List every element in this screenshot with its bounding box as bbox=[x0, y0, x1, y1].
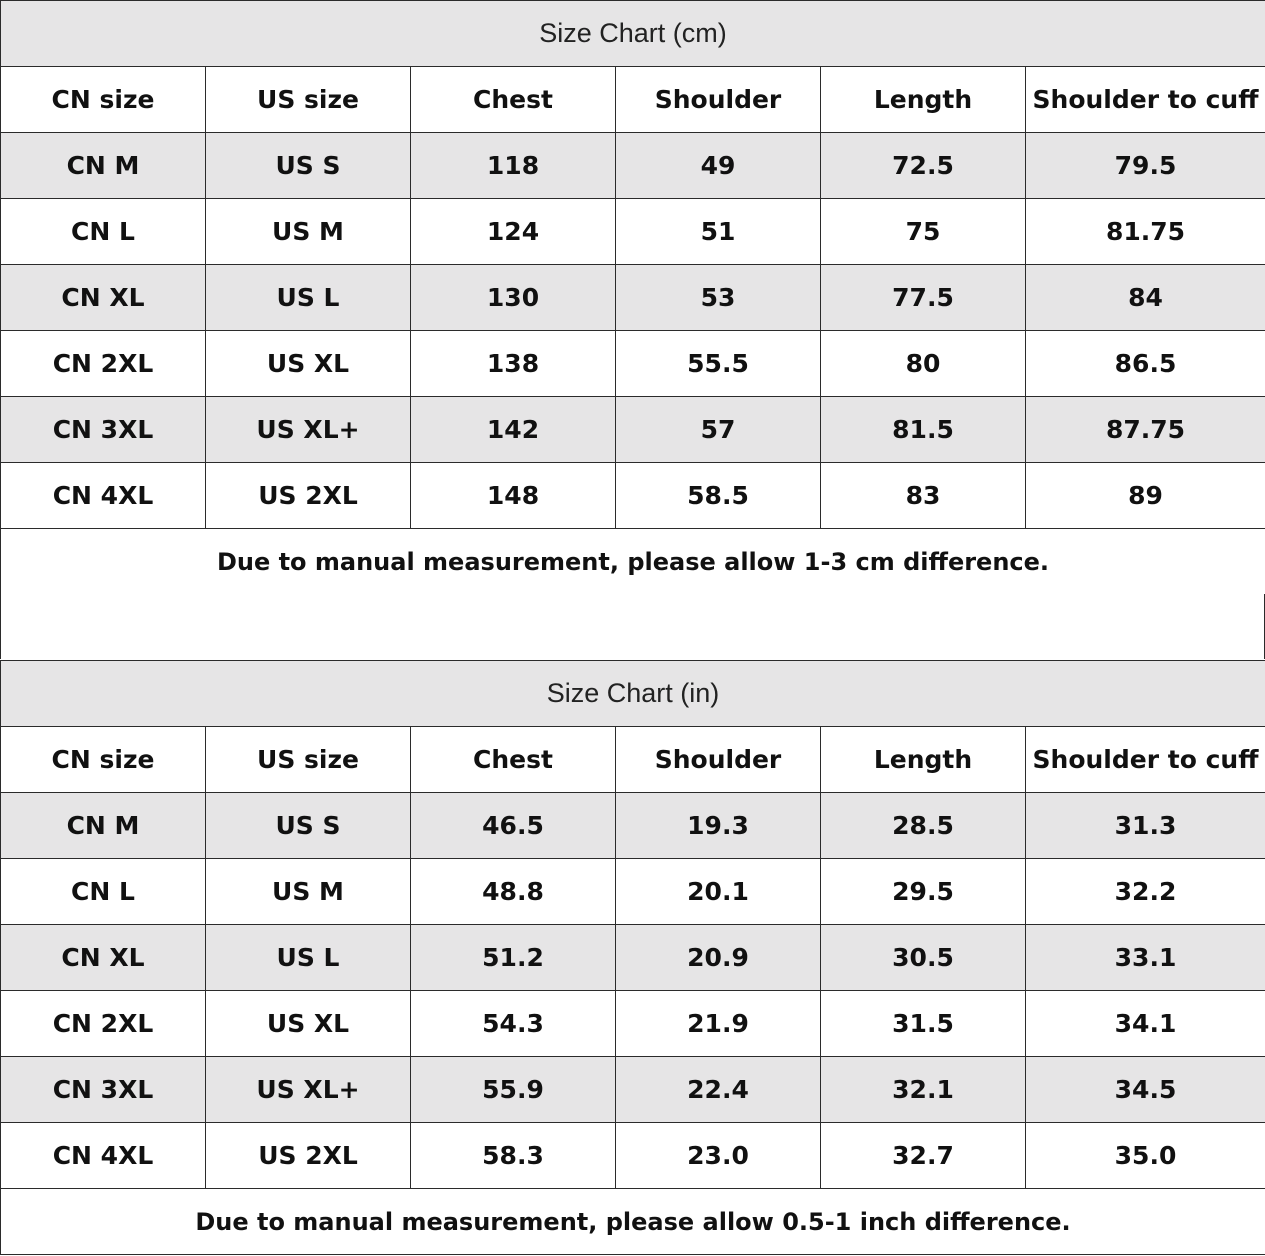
cell-chest: 118 bbox=[411, 133, 616, 199]
table-row bbox=[1, 1057, 1265, 1123]
header-us-size: US size bbox=[206, 727, 411, 793]
cell-shoulder-to-cuff: 35.0 bbox=[1026, 1123, 1265, 1189]
cell-shoulder: 22.4 bbox=[616, 1057, 821, 1123]
cell-chest: 46.5 bbox=[411, 793, 616, 859]
table-row bbox=[1, 859, 1265, 925]
cell-chest: 138 bbox=[411, 331, 616, 397]
cell-us-size: US M bbox=[206, 859, 411, 925]
cell-length: 28.5 bbox=[821, 793, 1026, 859]
cell-shoulder: 53 bbox=[616, 265, 821, 331]
table-row bbox=[1, 133, 1265, 199]
cell-length: 72.5 bbox=[821, 133, 1026, 199]
header-shoulder: Shoulder bbox=[616, 727, 821, 793]
measurement-note: Due to manual measurement, please allow 1-3 cm difference. bbox=[1, 529, 1265, 595]
header-chest: Chest bbox=[411, 727, 616, 793]
cell-cn-size: CN 2XL bbox=[1, 991, 206, 1057]
cell-shoulder: 19.3 bbox=[616, 793, 821, 859]
table-title: Size Chart (in) bbox=[1, 661, 1265, 727]
cell-cn-size: CN XL bbox=[1, 265, 206, 331]
cell-cn-size: CN L bbox=[1, 859, 206, 925]
cell-chest: 124 bbox=[411, 199, 616, 265]
cell-cn-size: CN 3XL bbox=[1, 397, 206, 463]
cell-length: 31.5 bbox=[821, 991, 1026, 1057]
cell-shoulder-to-cuff: 87.75 bbox=[1026, 397, 1265, 463]
cell-cn-size: CN 2XL bbox=[1, 331, 206, 397]
size-chart-cm-body bbox=[1, 1, 1265, 595]
cell-shoulder-to-cuff: 84 bbox=[1026, 265, 1265, 331]
cell-us-size: US S bbox=[206, 133, 411, 199]
table-row bbox=[1, 331, 1265, 397]
table-note-row bbox=[1, 1189, 1265, 1255]
table-row bbox=[1, 1123, 1265, 1189]
cell-us-size: US 2XL bbox=[206, 463, 411, 529]
cell-us-size: US S bbox=[206, 793, 411, 859]
measurement-note: Due to manual measurement, please allow 0.5-1 inch difference. bbox=[1, 1189, 1265, 1255]
cell-chest: 51.2 bbox=[411, 925, 616, 991]
cell-chest: 142 bbox=[411, 397, 616, 463]
table-row bbox=[1, 793, 1265, 859]
cell-shoulder: 21.9 bbox=[616, 991, 821, 1057]
cell-shoulder-to-cuff: 32.2 bbox=[1026, 859, 1265, 925]
cell-us-size: US M bbox=[206, 199, 411, 265]
header-shoulder: Shoulder bbox=[616, 67, 821, 133]
cell-length: 30.5 bbox=[821, 925, 1026, 991]
cell-shoulder: 20.9 bbox=[616, 925, 821, 991]
cell-length: 81.5 bbox=[821, 397, 1026, 463]
cell-length: 80 bbox=[821, 331, 1026, 397]
table-row bbox=[1, 991, 1265, 1057]
cell-shoulder-to-cuff: 81.75 bbox=[1026, 199, 1265, 265]
cell-cn-size: CN 3XL bbox=[1, 1057, 206, 1123]
header-shoulder-to-cuff: Shoulder to cuff bbox=[1026, 67, 1265, 133]
cell-shoulder-to-cuff: 79.5 bbox=[1026, 133, 1265, 199]
table-title: Size Chart (cm) bbox=[1, 1, 1265, 67]
header-cn-size: CN size bbox=[1, 727, 206, 793]
cell-length: 77.5 bbox=[821, 265, 1026, 331]
cell-us-size: US XL bbox=[206, 331, 411, 397]
cell-length: 75 bbox=[821, 199, 1026, 265]
table-note-row bbox=[1, 529, 1265, 595]
section-spacer bbox=[0, 594, 1265, 659]
cell-us-size: US L bbox=[206, 265, 411, 331]
cell-shoulder-to-cuff: 89 bbox=[1026, 463, 1265, 529]
table-title-row bbox=[1, 661, 1265, 727]
table-row bbox=[1, 397, 1265, 463]
table-header-row bbox=[1, 727, 1265, 793]
cell-shoulder-to-cuff: 34.1 bbox=[1026, 991, 1265, 1057]
cell-cn-size: CN M bbox=[1, 133, 206, 199]
cell-chest: 48.8 bbox=[411, 859, 616, 925]
cell-cn-size: CN 4XL bbox=[1, 1123, 206, 1189]
cell-cn-size: CN XL bbox=[1, 925, 206, 991]
cell-us-size: US XL+ bbox=[206, 1057, 411, 1123]
table-header-row bbox=[1, 67, 1265, 133]
cell-cn-size: CN L bbox=[1, 199, 206, 265]
cell-chest: 55.9 bbox=[411, 1057, 616, 1123]
cell-length: 32.1 bbox=[821, 1057, 1026, 1123]
header-length: Length bbox=[821, 67, 1026, 133]
size-chart-cm-table bbox=[0, 0, 1265, 595]
cell-chest: 148 bbox=[411, 463, 616, 529]
cell-us-size: US XL+ bbox=[206, 397, 411, 463]
cell-shoulder: 58.5 bbox=[616, 463, 821, 529]
header-chest: Chest bbox=[411, 67, 616, 133]
cell-shoulder: 57 bbox=[616, 397, 821, 463]
cell-shoulder: 55.5 bbox=[616, 331, 821, 397]
cell-shoulder-to-cuff: 31.3 bbox=[1026, 793, 1265, 859]
table-row bbox=[1, 925, 1265, 991]
cell-shoulder-to-cuff: 33.1 bbox=[1026, 925, 1265, 991]
header-us-size: US size bbox=[206, 67, 411, 133]
cell-shoulder: 20.1 bbox=[616, 859, 821, 925]
cell-cn-size: CN 4XL bbox=[1, 463, 206, 529]
cell-shoulder-to-cuff: 34.5 bbox=[1026, 1057, 1265, 1123]
cell-us-size: US 2XL bbox=[206, 1123, 411, 1189]
cell-length: 32.7 bbox=[821, 1123, 1026, 1189]
table-row bbox=[1, 265, 1265, 331]
cell-length: 83 bbox=[821, 463, 1026, 529]
cell-chest: 54.3 bbox=[411, 991, 616, 1057]
cell-us-size: US XL bbox=[206, 991, 411, 1057]
cell-shoulder-to-cuff: 86.5 bbox=[1026, 331, 1265, 397]
header-shoulder-to-cuff: Shoulder to cuff bbox=[1026, 727, 1265, 793]
cell-shoulder: 49 bbox=[616, 133, 821, 199]
table-row bbox=[1, 463, 1265, 529]
size-chart-in-body bbox=[1, 661, 1265, 1255]
header-cn-size: CN size bbox=[1, 67, 206, 133]
size-chart-in-table bbox=[0, 660, 1265, 1255]
cell-length: 29.5 bbox=[821, 859, 1026, 925]
cell-chest: 130 bbox=[411, 265, 616, 331]
cell-chest: 58.3 bbox=[411, 1123, 616, 1189]
cell-cn-size: CN M bbox=[1, 793, 206, 859]
cell-shoulder: 23.0 bbox=[616, 1123, 821, 1189]
table-row bbox=[1, 199, 1265, 265]
table-title-row bbox=[1, 1, 1265, 67]
cell-shoulder: 51 bbox=[616, 199, 821, 265]
header-length: Length bbox=[821, 727, 1026, 793]
cell-us-size: US L bbox=[206, 925, 411, 991]
